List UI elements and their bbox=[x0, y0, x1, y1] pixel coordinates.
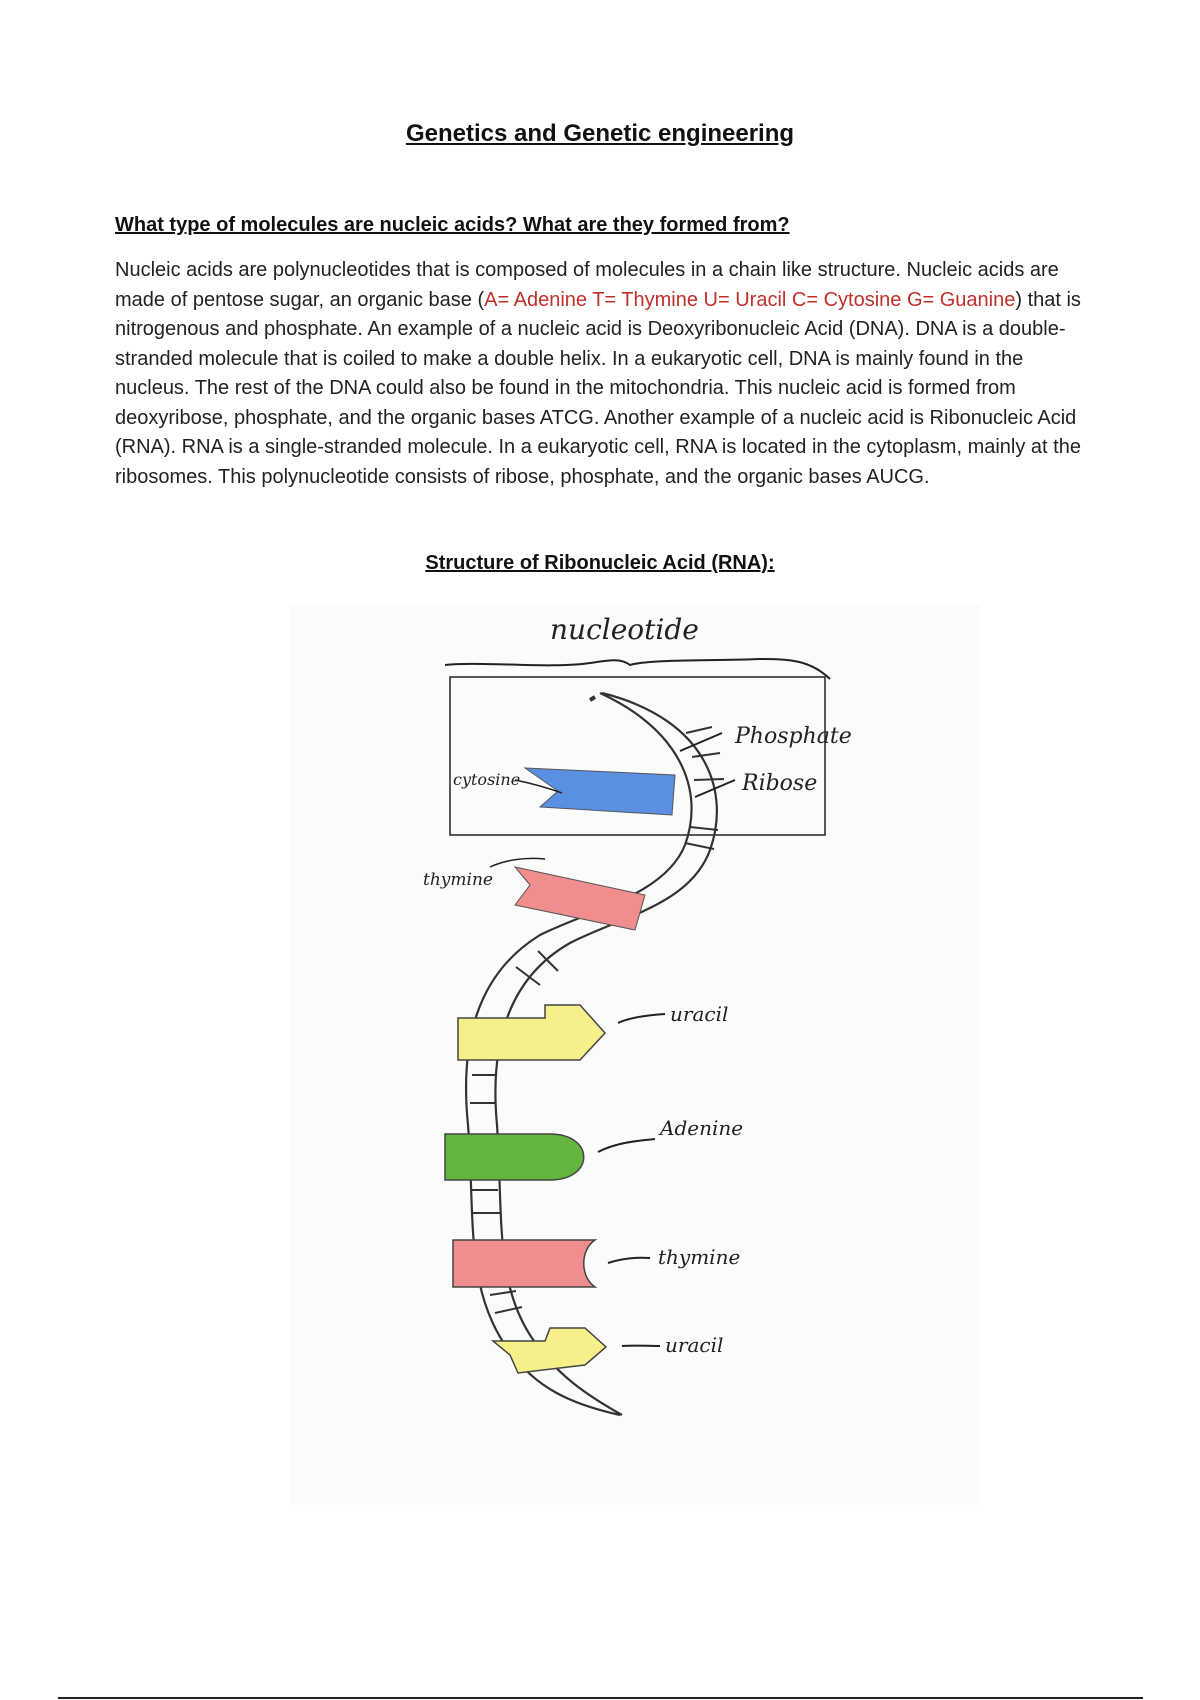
answer-text-part1: Nucleic acids are polynucleotides that is composed of molecules in a chain like structure. Nucleic acids are made of pentose sugar, an organic base ( bbox=[115, 259, 1059, 311]
ribose-label: Ribose bbox=[742, 771, 818, 796]
nucleotide-label: nucleotide bbox=[550, 613, 699, 646]
uracil-1-label: uracil bbox=[670, 1002, 729, 1026]
uracil-1-leader bbox=[618, 1014, 665, 1023]
phosphate-label: Phosphate bbox=[735, 724, 852, 749]
adenine-label: Adenine bbox=[660, 1116, 744, 1140]
answer-paragraph bbox=[115, 256, 1090, 492]
page-title: Genetics and Genetic engineering bbox=[405, 120, 795, 147]
adenine-leader bbox=[598, 1139, 655, 1152]
uracil-base-1 bbox=[458, 1005, 605, 1060]
answer-text-part2: ) that is nitrogenous and phosphate. An example of a nucleic acid is Deoxyribonucleic Acid (DNA). DNA is a double-stranded molecule that is coiled to make a double helix. In a eukaryotic cell, DNA is mainly found in the nucleus. The rest of the DNA could also be found in the mitochondria. This nucleic acid is formed from deoxyribose, phosphate, and the organic bases ATCG. Another example of a nucleic acid is Ribonucleic Acid (RNA). RNA is a single-stranded molecule. In a eukaryotic cell, RNA is located in the cytoplasm, mainly at the ribosomes. This polynucleotide consists of ribose, phosphate, and the organic bases AUCG. bbox=[115, 288, 1081, 488]
nucleotide-brace bbox=[445, 659, 830, 679]
uracil-2-label: uracil bbox=[665, 1333, 724, 1357]
thymine-top-label: thymine bbox=[423, 870, 493, 890]
thymine-base-bottom bbox=[453, 1240, 595, 1287]
answer-bases-list: A= Adenine T= Thymine U= Uracil C= Cytosine G= Guanine bbox=[484, 288, 1016, 311]
rna-diagram bbox=[290, 605, 980, 1505]
bottom-rule bbox=[58, 1697, 1143, 1699]
thymine-bottom-label: thymine bbox=[658, 1245, 741, 1269]
thymine-bottom-leader bbox=[608, 1258, 650, 1263]
adenine-base bbox=[445, 1134, 584, 1180]
structure-title: Structure of Ribonucleic Acid (RNA): bbox=[425, 552, 775, 574]
thymine-base-top bbox=[515, 867, 645, 930]
cytosine-base bbox=[525, 768, 675, 815]
cytosine-label: cytosine bbox=[453, 770, 521, 789]
question-heading: What type of molecules are nucleic acids? What are they formed from? bbox=[115, 214, 790, 236]
thymine-top-leader bbox=[490, 858, 545, 867]
uracil-base-2 bbox=[493, 1328, 606, 1373]
rna-diagram-svg bbox=[290, 605, 980, 1505]
